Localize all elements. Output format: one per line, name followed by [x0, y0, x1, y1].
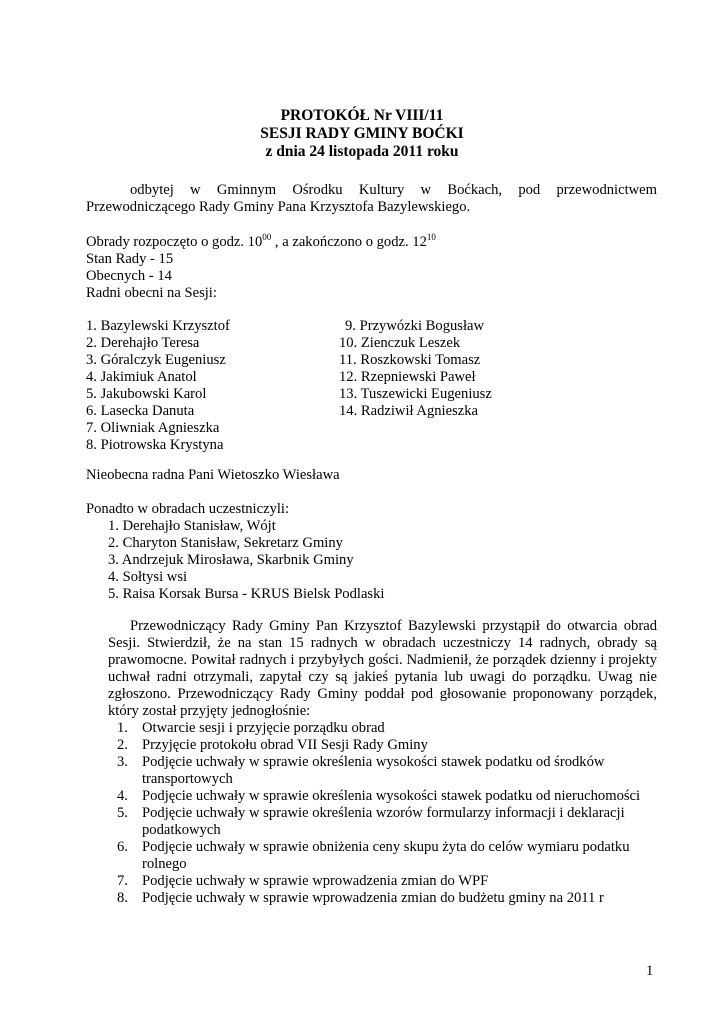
list-item: 14. Radziwił Agnieszka — [339, 403, 479, 419]
participants-header: Ponadto w obradach uczestniczyli: — [86, 501, 290, 517]
opening-line-2: Sesji. Stwierdził, że na stan 15 radnych w obradach uczestniczy 14 radnych, obrady są — [108, 635, 657, 651]
title-protocol-number: PROTOKÓŁ Nr VIII/11 — [280, 107, 444, 124]
end-time-minutes: 10 — [426, 232, 436, 242]
agenda-number: 7. — [117, 873, 128, 889]
list-item: 2. Derehajło Teresa — [86, 335, 200, 351]
intro-line-1: odbytej w Gminnym Ośrodku Kultury w Boćkach, pod przewodnictwem — [130, 182, 657, 198]
list-item: 10. Zienczuk Leszek — [339, 335, 461, 351]
agenda-item-continued: podatkowych — [142, 822, 221, 838]
agenda-number: 6. — [117, 839, 128, 855]
page-number: 1 — [646, 963, 654, 979]
agenda-number: 8. — [117, 890, 128, 906]
present-header: Radni obecni na Sesji: — [86, 285, 217, 301]
list-item: 7. Oliwniak Agnieszka — [86, 420, 220, 436]
list-item: 6. Lasecka Danuta — [86, 403, 195, 419]
list-item: 1. Derehajło Stanisław, Wójt — [108, 518, 276, 534]
agenda-item: Podjęcie uchwały w sprawie wprowadzenia zmian do WPF — [142, 873, 489, 889]
agenda-item: Podjęcie uchwały w sprawie określenia wysokości stawek podatku od środków — [142, 754, 605, 770]
list-item: 13. Tuszewicki Eugeniusz — [339, 386, 492, 402]
agenda-item: Podjęcie uchwały w sprawie określenia wzorów formularzy informacji i deklaracji — [142, 805, 625, 821]
intro-line-2: Przewodniczącego Rady Gminy Pana Krzysztofa Bazylewskiego. — [86, 199, 471, 215]
list-item: 3. Góralczyk Eugeniusz — [86, 352, 226, 368]
opening-line-4: uchwał radni otrzymali, zapytał czy są jakieś pytania lub uwagi do porządku. Uwag nie — [108, 669, 657, 685]
list-item: 5. Raisa Korsak Bursa - KRUS Bielsk Podlaski — [108, 586, 385, 602]
opening-line-3: prawomocne. Powitał radnych i przybyłych gości. Nadmienił, że porządek dzienny i projekty — [108, 652, 657, 668]
agenda-number: 2. — [117, 737, 128, 753]
title-date: z dnia 24 listopada 2011 roku — [265, 143, 459, 160]
agenda-item: Przyjęcie protokołu obrad VII Sesji Rady Gminy — [142, 737, 428, 753]
agenda-item: Podjęcie uchwały w sprawie obniżenia ceny skupu żyta do celów wymiaru podatku — [142, 839, 630, 855]
title-session-name: SESJI RADY GMINY BOĆKI — [260, 125, 464, 142]
list-item: 8. Piotrowska Krystyna — [86, 437, 224, 453]
absent-councillor: Nieobecna radna Pani Wietoszko Wiesława — [86, 467, 340, 483]
list-item: 9. Przywózki Bogusław — [345, 318, 485, 334]
list-item: 11. Roszkowski Tomasz — [339, 352, 481, 368]
list-item: 5. Jakubowski Karol — [86, 386, 207, 402]
list-item: 4. Sołtysi wsi — [108, 569, 188, 585]
agenda-item: Podjęcie uchwały w sprawie określenia wysokości stawek podatku od nieruchomości — [142, 788, 641, 804]
opening-line-6: który został przyjęty jednogłośnie: — [108, 703, 311, 719]
list-item: 4. Jakimiuk Anatol — [86, 369, 197, 385]
agenda-number: 5. — [117, 805, 128, 821]
list-item: 3. Andrzejuk Mirosława, Skarbnik Gminy — [108, 552, 354, 568]
agenda-item-continued: transportowych — [142, 771, 233, 787]
agenda-number: 3. — [117, 754, 128, 770]
session-times — [86, 234, 436, 251]
opening-line-1: Przewodniczący Rady Gminy Pan Krzysztof Bazylewski przystąpił do otwarcia obrad — [130, 618, 657, 634]
end-time-label: , a zakończono o godz. 12 — [271, 234, 427, 250]
list-item: 12. Rzepniewski Paweł — [339, 369, 476, 385]
list-item: 2. Charyton Stanisław, Sekretarz Gminy — [108, 535, 343, 551]
opening-line-5: zgłoszono. Przewodniczący Rady Gminy poddał pod głosowanie proponowany porządek, — [108, 686, 657, 702]
agenda-item: Podjęcie uchwały w sprawie wprowadzenia zmian do budżetu gminy na 2011 r — [142, 890, 604, 906]
council-size: Stan Rady - 15 — [86, 251, 174, 267]
start-time-minutes: 00 — [262, 232, 272, 242]
agenda-number: 1. — [117, 720, 128, 736]
start-time-label: Obrady rozpoczęto o godz. 10 — [86, 234, 263, 250]
agenda-item: Otwarcie sesji i przyjęcie porządku obrad — [142, 720, 385, 736]
list-item: 1. Bazylewski Krzysztof — [86, 318, 230, 334]
present-count: Obecnych - 14 — [86, 268, 172, 284]
agenda-item-continued: rolnego — [142, 856, 187, 872]
agenda-number: 4. — [117, 788, 128, 804]
